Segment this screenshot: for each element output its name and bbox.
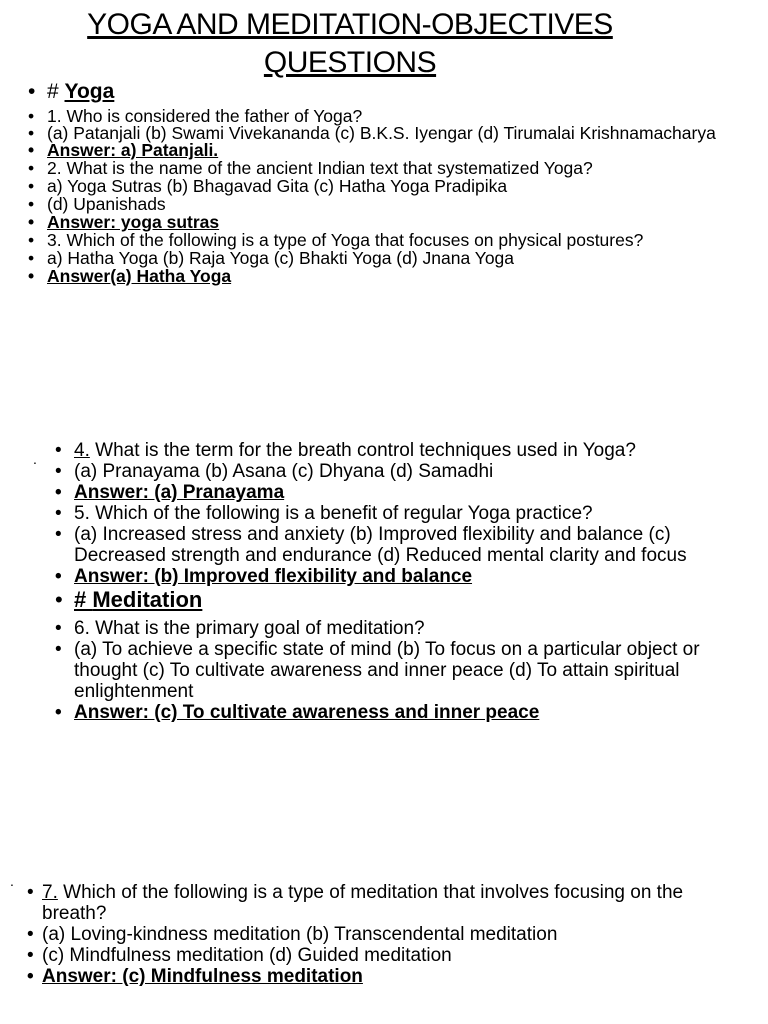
question-6-options: • (a) To achieve a specific state of mind (b) To focus on a particular object or thought (c) To cultivate awareness and inner peace (d) To attain spiritual enlightenment: [55, 639, 715, 702]
question-2-options-cont: • (d) Upanishads: [28, 195, 748, 213]
question-4-text: What is the term for the breath control techniques used in Yoga?: [89, 440, 636, 461]
question-5: • 5. Which of the following is a benefit of regular Yoga practice?: [55, 503, 715, 524]
answer-4: • Answer: (a) Pranayama: [55, 482, 715, 503]
answer-2: • Answer: yoga sutras: [28, 213, 748, 231]
question-7: [27, 882, 747, 924]
question-4: [55, 440, 715, 461]
answer-7: • Answer: (c) Mindfulness meditation: [27, 966, 747, 987]
stray-dot: .: [10, 873, 14, 889]
answer-6: • Answer: (c) To cultivate awareness and inner peace: [55, 702, 715, 723]
question-2-options: • a) Yoga Sutras (b) Bhagavad Gita (c) Hatha Yoga Pradipika: [28, 177, 748, 195]
question-2: • 2. What is the name of the ancient Indian text that systematized Yoga?: [28, 159, 748, 177]
section-heading-meditation: [55, 587, 715, 612]
yoga-section: [28, 80, 748, 285]
question-4-options: • (a) Pranayama (b) Asana (c) Dhyana (d) Samadhi: [55, 461, 715, 482]
question-1: • 1. Who is considered the father of Yoga?: [28, 107, 748, 125]
question-7-number: 7.: [42, 882, 58, 903]
question-5-options: • (a) Increased stress and anxiety (b) Improved flexibility and balance (c) Decreased strength and endurance (d) Reduced mental clarity and focus: [55, 524, 715, 566]
question-7-options: • (a) Loving-kindness meditation (b) Transcendental meditation: [27, 924, 747, 945]
page-title-line2: QUESTIONS: [263, 46, 437, 79]
answer-1: • Answer: a) Patanjali.: [28, 141, 748, 159]
question-7-text: Which of the following is a type of meditation that involves focusing on the breath?: [42, 882, 684, 924]
heading-text: # Meditation: [74, 587, 203, 612]
stray-dot: .: [33, 451, 37, 467]
answer-5: • Answer: (b) Improved flexibility and balance: [55, 566, 715, 587]
question-3: • 3. Which of the following is a type of Yoga that focuses on physical postures?: [28, 231, 748, 249]
meditation-section: [27, 882, 747, 987]
question-4-number: 4.: [74, 440, 90, 461]
answer-3: • Answer(a) Hatha Yoga: [28, 267, 748, 285]
section-heading-yoga: • # Yoga: [28, 80, 748, 104]
heading-text: Yoga: [64, 80, 115, 103]
yoga-meditation-section: [55, 440, 715, 723]
page-title: YOGA AND MEDITATION-OBJECTIVES: [87, 8, 613, 41]
question-1-options: • (a) Patanjali (b) Swami Vivekananda (c) B.K.S. Iyengar (d) Tirumalai Krishnamacharya: [28, 125, 748, 141]
question-7-options-cont: • (c) Mindfulness meditation (d) Guided meditation: [27, 945, 747, 966]
question-6: • 6. What is the primary goal of meditation?: [55, 618, 715, 639]
question-3-options: • a) Hatha Yoga (b) Raja Yoga (c) Bhakti Yoga (d) Jnana Yoga: [28, 249, 748, 267]
